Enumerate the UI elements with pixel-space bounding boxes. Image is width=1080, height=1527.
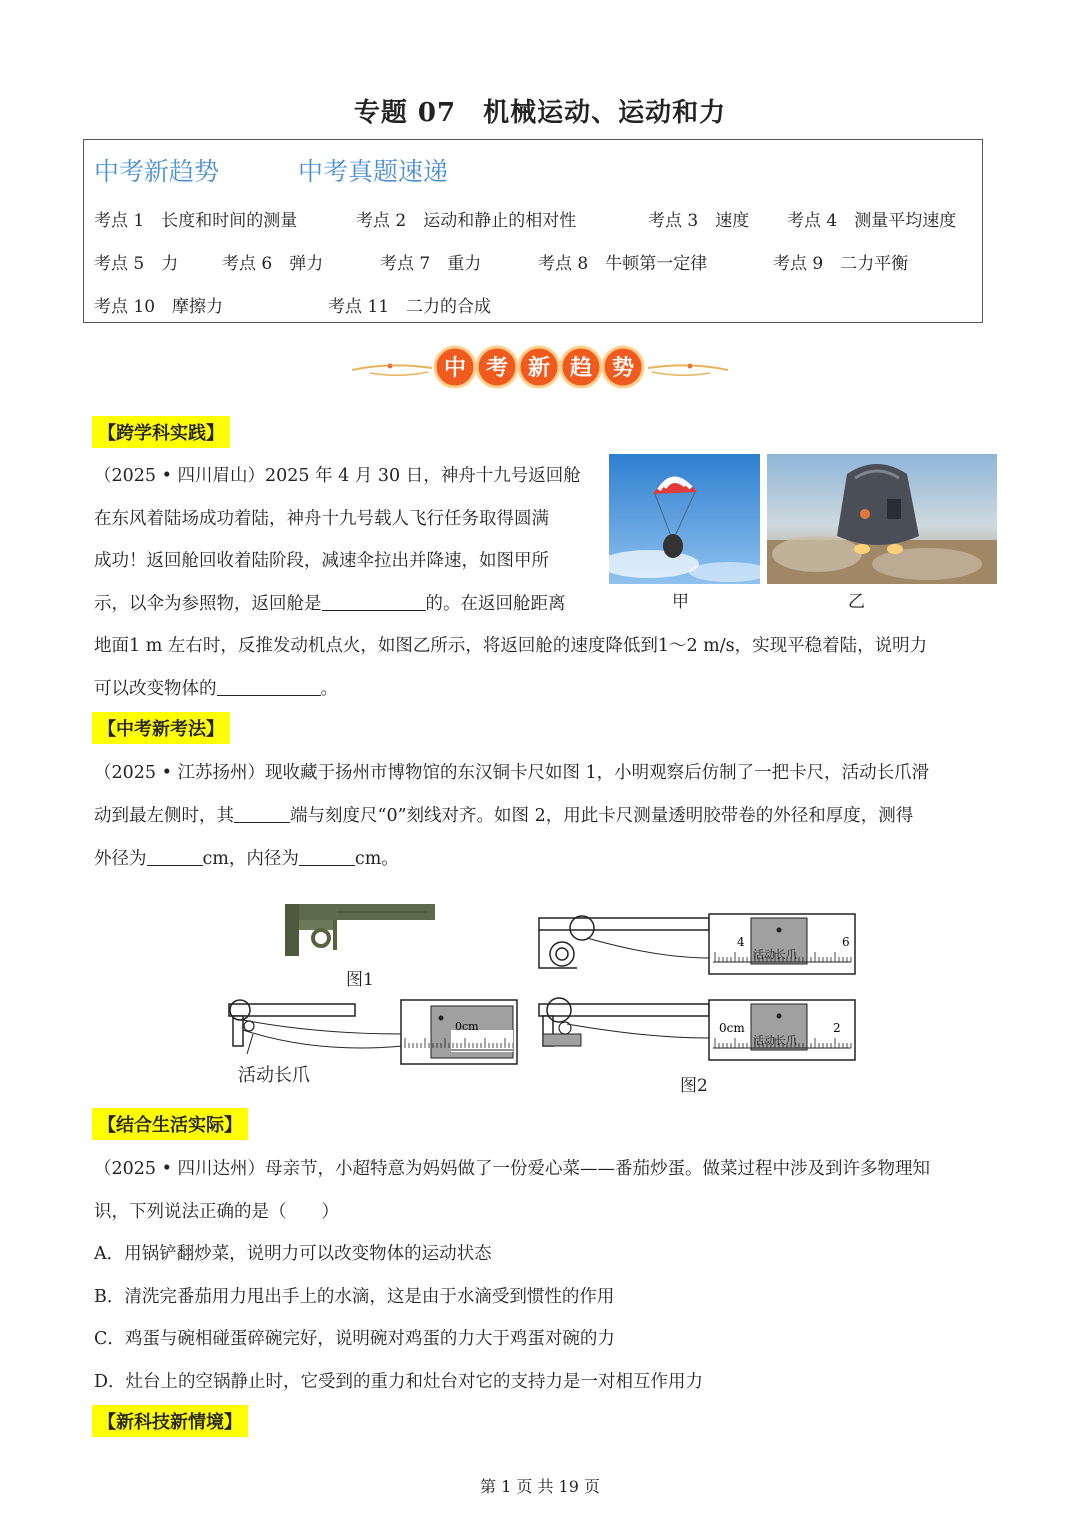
q1-line-2: 在东风着陆场成功着陆，神舟十九号载人飞行任务取得圆满 — [94, 509, 549, 529]
toc-item-7[interactable]: 考点 7 重力 — [380, 254, 482, 274]
toc-item-10[interactable]: 考点 10 摩擦力 — [94, 297, 224, 317]
q1-line-5: 地面1 m 左右时，反推发动机点火，如图乙所示，将返回舱的速度降低到1～2 m/s，实现平稳着陆，说明力 — [94, 636, 928, 656]
figure-2-inner-diameter-diagram — [537, 994, 857, 1064]
page-number: 第 1 页 共 19 页 — [480, 1477, 600, 1496]
q1-blank-2[interactable] — [217, 677, 321, 696]
q1-line-1: （2025 • 四川眉山）2025 年 4 月 30 日，神舟十九号返回舱 — [94, 466, 581, 486]
banner-char-2: 考 — [485, 356, 509, 381]
figure-jia-parachute-image — [609, 454, 760, 584]
banner-char-3: 新 — [527, 356, 551, 381]
tick-label-6: 6 — [842, 935, 850, 949]
figure-1-caption: 图1 — [346, 970, 374, 990]
q2-line-3-text-b: cm，内径为 — [202, 849, 299, 869]
q2-line-2-text-b: 端与刻度尺“0”刻线对齐。如图 2，用此卡尺测量透明胶带卷的外径和厚度，测得 — [290, 806, 914, 826]
q1-line-4 — [94, 590, 566, 615]
toc-item-1[interactable]: 考点 1 长度和时间的测量 — [94, 211, 298, 231]
banner-char-1: 中 — [443, 356, 467, 381]
q3-option-b[interactable]: B．清洗完番茄用力甩出手上的水滴，这是由于水滴受到惯性的作用 — [94, 1287, 615, 1307]
figure-2-caption: 图2 — [680, 1076, 708, 1096]
toc-item-2[interactable]: 考点 2 运动和静止的相对性 — [356, 211, 577, 231]
q1-line-6-text-a: 可以改变物体的 — [94, 679, 217, 699]
q2-line-2 — [94, 802, 913, 827]
q2-line-3 — [94, 845, 399, 870]
q2-line-2-text-a: 动到最左侧时，其 — [94, 806, 234, 826]
toc-link-real-questions[interactable]: 中考真题速递 — [298, 157, 449, 186]
q1-line-3: 成功！返回舱回收着陆阶段，减速伞拉出并降速，如图甲所 — [94, 551, 549, 571]
banner-right-ornament — [648, 364, 728, 376]
q2-line-3-text-c: cm。 — [354, 849, 399, 869]
toc-item-11[interactable]: 考点 11 二力的合成 — [328, 297, 492, 317]
q1-line-4-text-a: 示，以伞为参照物，返回舱是 — [94, 594, 322, 614]
page-title: 专题 07 机械运动、运动和力 — [353, 98, 727, 128]
claw-label-small-1: 活动长爪 — [753, 948, 797, 961]
toc-item-8[interactable]: 考点 8 牛顿第一定律 — [538, 254, 708, 274]
tick-label-4: 4 — [737, 935, 745, 949]
q2-blank-3[interactable] — [299, 847, 355, 866]
q3-tag: 【结合生活实际】 — [92, 1108, 248, 1140]
toc-item-5[interactable]: 考点 5 力 — [94, 254, 179, 274]
q1-line-6 — [94, 675, 338, 700]
figure-jia-caption: 甲 — [672, 592, 689, 612]
q2-tag: 【中考新考法】 — [92, 712, 230, 744]
q1-blank-1[interactable] — [322, 592, 426, 611]
tick-label-0cm-a: 0cm — [455, 1020, 479, 1033]
figure-2-zero-diagram — [227, 994, 519, 1070]
toc-box — [83, 139, 983, 323]
toc-item-4[interactable]: 考点 4 测量平均速度 — [787, 211, 957, 231]
banner-char-5: 势 — [611, 356, 635, 381]
claw-label: 活动长爪 — [238, 1065, 310, 1086]
q3-option-d[interactable]: D．灶台上的空锅静止时，它受到的重力和灶台对它的支持力是一对相互作用力 — [94, 1372, 704, 1392]
q2-line-1: （2025 • 江苏扬州）现收藏于扬州市博物馆的东汉铜卡尺如图 1，小明观察后仿制了一把卡尺，活动长爪滑 — [94, 763, 930, 783]
figure-yi-caption: 乙 — [848, 592, 865, 612]
claw-label-small-2: 活动长爪 — [753, 1034, 797, 1047]
q3-line-1: （2025 • 四川达州）母亲节，小超特意为妈妈做了一份爱心菜——番茄炒蛋。做菜过程中涉及到许多物理知 — [94, 1159, 930, 1179]
q2-blank-2[interactable] — [147, 847, 203, 866]
q2-blank-1[interactable] — [234, 804, 290, 823]
q3-line-2: 识，下列说法正确的是（ ） — [94, 1202, 339, 1222]
q3-option-a[interactable]: A．用锅铲翻炒菜，说明力可以改变物体的运动状态 — [94, 1244, 492, 1264]
q1-line-4-text-b: 的。在返回舱距离 — [425, 594, 566, 614]
figure-1-bronze-caliper-image — [277, 890, 437, 960]
tick-label-2: 2 — [833, 1021, 841, 1035]
toc-item-6[interactable]: 考点 6 弹力 — [222, 254, 324, 274]
tick-label-0cm-b: 0cm — [719, 1021, 745, 1035]
figure-2-outer-diameter-diagram — [537, 908, 857, 978]
toc-item-9[interactable]: 考点 9 二力平衡 — [773, 254, 909, 274]
section-banner — [350, 340, 730, 396]
toc-link-new-trend[interactable]: 中考新趋势 — [94, 157, 220, 186]
q1-line-6-text-b: 。 — [320, 679, 338, 699]
q4-tag: 【新科技新情境】 — [92, 1405, 248, 1437]
banner-left-ornament — [352, 364, 432, 376]
banner-char-4: 趋 — [569, 356, 593, 381]
figure-yi-landing-image — [767, 454, 997, 584]
q1-tag: 【跨学科实践】 — [92, 416, 230, 448]
toc-item-3[interactable]: 考点 3 速度 — [648, 211, 750, 231]
q2-line-3-text-a: 外径为 — [94, 849, 147, 869]
q3-option-c[interactable]: C．鸡蛋与碗相碰蛋碎碗完好，说明碗对鸡蛋的力大于鸡蛋对碗的力 — [94, 1329, 615, 1349]
